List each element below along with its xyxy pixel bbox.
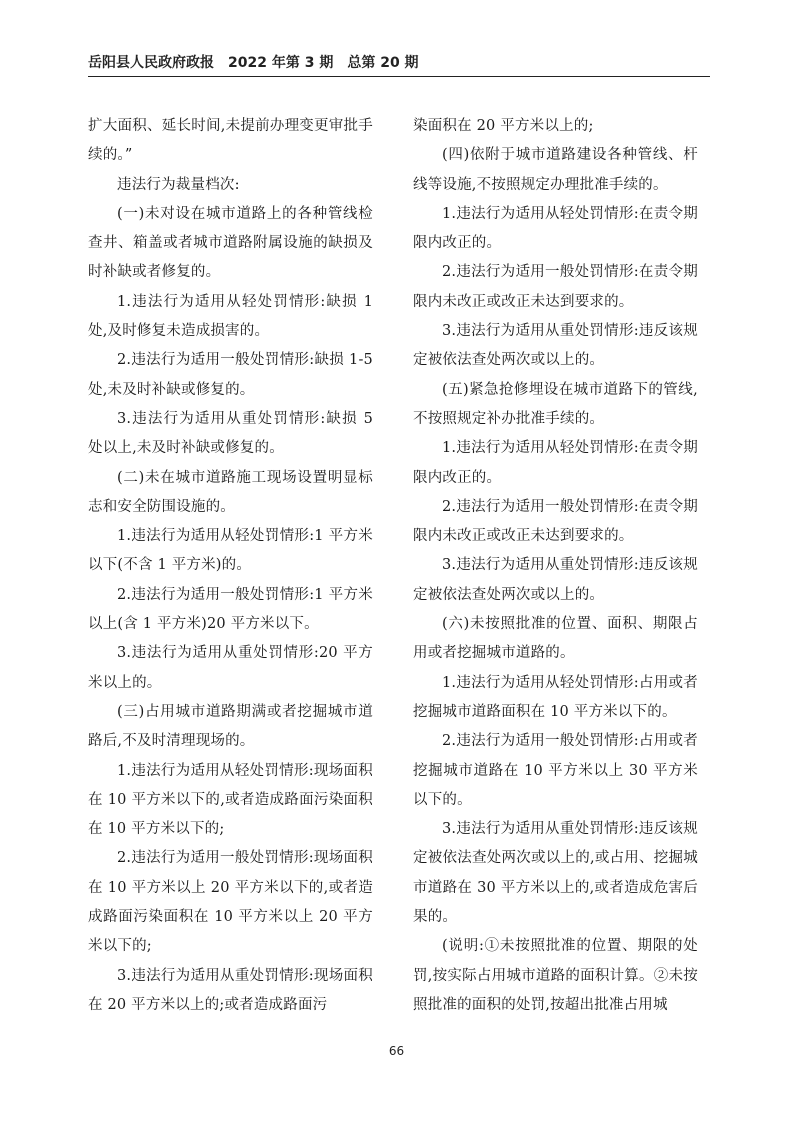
paragraph: (一)未对设在城市道路上的各种管线检查井、箱盖或者城市道路附属设施的缺损及时补缺或者修复的。 bbox=[88, 205, 373, 281]
paragraph: 染面积在 20 平方米以上的; bbox=[413, 118, 594, 134]
page-header bbox=[88, 52, 710, 77]
paragraph: 2.违法行为适用一般处罚情形:在责令期限内未改正或改正未达到要求的。 bbox=[413, 264, 698, 310]
paragraph: 3.违法行为适用从重处罚情形:违反该规定被依法查处两次或以上的。 bbox=[413, 323, 698, 369]
paragraph: 2.违法行为适用一般处罚情形:占用或者挖掘城市道路在 10 平方米以上 30 平方米以下的。 bbox=[413, 733, 698, 808]
paragraph: 1.违法行为适用从轻处罚情形:1 平方米以下(不含 1 平方米)的。 bbox=[88, 528, 373, 574]
paragraph: 2.违法行为适用一般处罚情形:在责令期限内未改正或改正未达到要求的。 bbox=[413, 498, 698, 545]
paragraph: (五)紧急抢修埋设在城市道路下的管线,不按照规定补办批准手续的。 bbox=[413, 381, 698, 427]
paragraph: 2.违法行为适用一般处罚情形:1 平方米以上(含 1 平方米)20 平方米以下。 bbox=[88, 586, 373, 633]
paragraph: (四)依附于城市道路建设各种管线、杆线等设施,不按照规定办理批准手续的。 bbox=[413, 147, 698, 193]
paragraph: (六)未按照批准的位置、面积、期限占用或者挖掘城市道路的。 bbox=[413, 616, 698, 662]
left-column bbox=[88, 112, 373, 1020]
paragraph: (三)占用城市道路期满或者挖掘城市道路后,不及时清理现场的。 bbox=[88, 703, 373, 750]
paragraph: 3.违法行为适用从重处罚情形:违反该规定被依法查处两次或以上的。 bbox=[413, 557, 698, 603]
header-title: 岳阳县人民政府政报 2022 年第 3 期 总第 20 期 bbox=[88, 55, 419, 71]
paragraph: 1.违法行为适用从轻处罚情形:在责令期限内改正的。 bbox=[413, 205, 698, 252]
paragraph: 1.违法行为适用从轻处罚情形:现场面积在 10 平方米以下的,或者造成路面污染面积在 10 平方米以下的; bbox=[88, 762, 373, 838]
paragraph: 扩大面积、延长时间,未提前办理变更审批手续的。” bbox=[88, 118, 373, 164]
paragraph: (二)未在城市道路施工现场设置明显标志和安全防围设施的。 bbox=[88, 469, 373, 515]
paragraph: 2.违法行为适用一般处罚情形:现场面积在 10 平方米以上 20 平方米以下的,或者造成路面污染面积在 10 平方米以上 20 平方米以下的; bbox=[88, 850, 373, 955]
paragraph: 违法行为裁量档次: bbox=[117, 176, 240, 193]
paragraph: 2.违法行为适用一般处罚情形:缺损 1-5 处,未及时补缺或修复的。 bbox=[88, 352, 373, 398]
paragraph: 3.违法行为适用从重处罚情形:现场面积在 20 平方米以上的;或者造成路面污 bbox=[88, 967, 373, 1013]
paragraph: 1.违法行为适用从轻处罚情形:占用或者挖掘城市道路面积在 10 平方米以下的。 bbox=[413, 674, 698, 720]
paragraph: 3.违法行为适用从重处罚情形:缺损 5 处以上,未及时补缺或修复的。 bbox=[88, 410, 373, 457]
paragraph: 1.违法行为适用从轻处罚情形:在责令期限内改正的。 bbox=[413, 440, 698, 486]
paragraph: (说明:①未按照批准的位置、期限的处罚,按实际占用城市道路的面积计算。②未按照批准的面积的处罚,按超出批准占用城 bbox=[413, 938, 698, 1013]
page-number: 66 bbox=[388, 1044, 405, 1058]
paragraph: 3.违法行为适用从重处罚情形:违反该规定被依法查处两次或以上的,或占用、挖掘城市道路在 30 平方米以上的,或者造成危害后果的。 bbox=[413, 821, 698, 926]
right-column bbox=[413, 112, 698, 1020]
paragraph: 3.违法行为适用从重处罚情形:20 平方米以上的。 bbox=[88, 645, 373, 691]
paragraph: 1.违法行为适用从轻处罚情形:缺损 1 处,及时修复未造成损害的。 bbox=[88, 293, 373, 340]
